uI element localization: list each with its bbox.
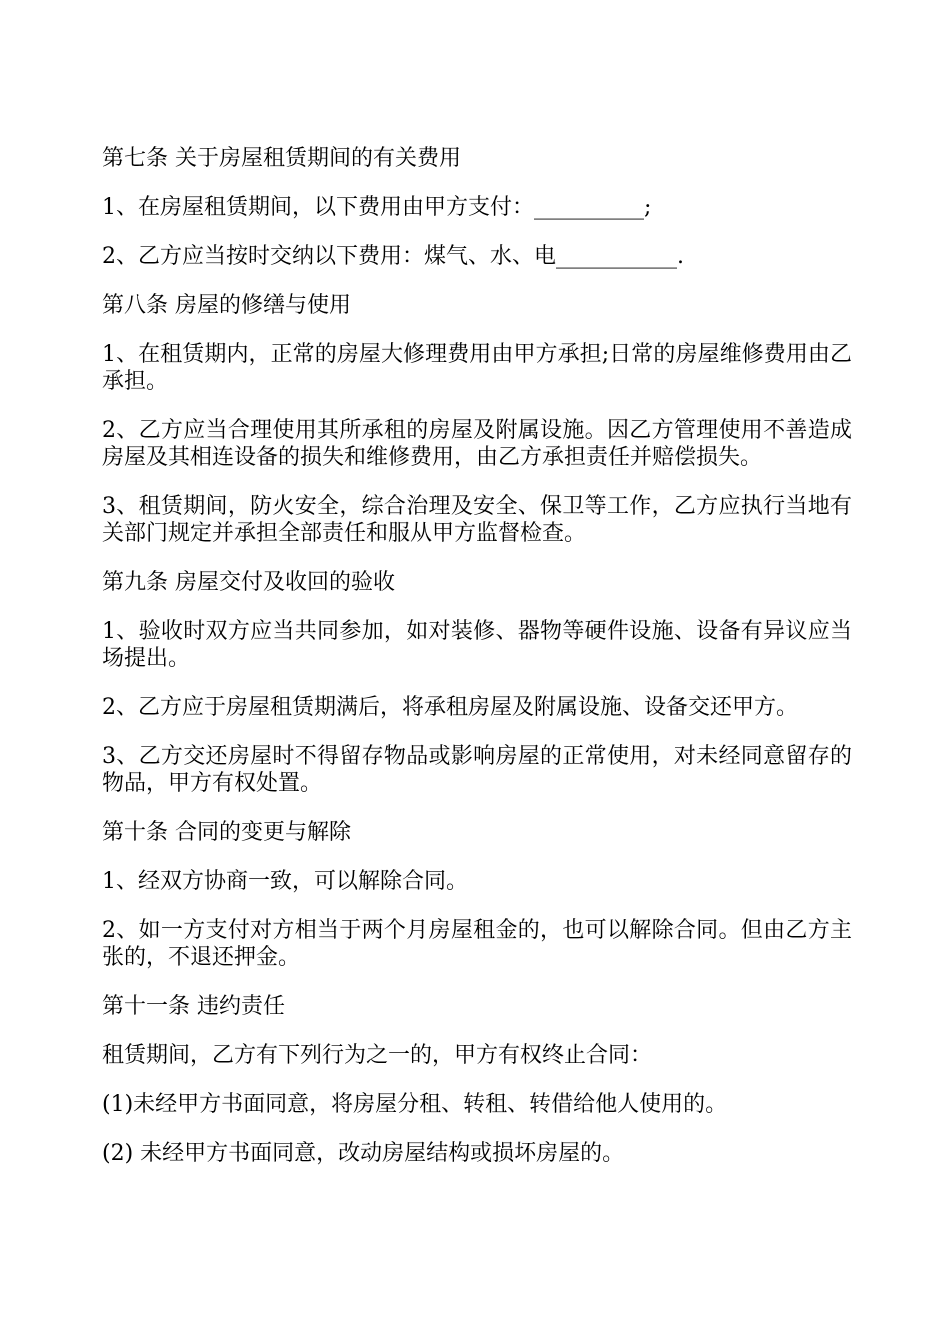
article-8-item-2: 2、乙方应当合理使用其所承租的房屋及附属设施。因乙方管理使用不善造成房屋及其相连设备的损失和维修费用，由乙方承担责任并赔偿损失。 [102, 418, 852, 470]
article-10-item-2: 2、如一方支付对方相当于两个月房屋租金的，也可以解除合同。但由乙方主张的，不退还押金。 [102, 918, 852, 970]
article-9-item-1: 1、验收时双方应当共同参加，如对装修、器物等硬件设施、设备有异议应当场提出。 [102, 619, 852, 671]
article-10-heading: 第十条 合同的变更与解除 [102, 820, 351, 845]
article-11-item-1: (1)未经甲方书面同意，将房屋分租、转租、转借给他人使用的。 [102, 1092, 728, 1117]
article-7-item-2: 2、乙方应当按时交纳以下费用：煤气、水、电___________. [102, 244, 684, 269]
article-11-item-2: (2) 未经甲方书面同意，改动房屋结构或损坏房屋的。 [102, 1141, 625, 1166]
article-8-item-3: 3、租赁期间，防火安全，综合治理及安全、保卫等工作，乙方应执行当地有关部门规定并承担全部责任和服从甲方监督检查。 [102, 494, 852, 546]
article-8-item-1: 1、在租赁期内，正常的房屋大修理费用由甲方承担;日常的房屋维修费用由乙承担。 [102, 342, 852, 394]
article-7-item-1: 1、在房屋租赁期间，以下费用由甲方支付：__________; [102, 195, 652, 220]
document-page [102, 145, 852, 1189]
article-11-intro: 租赁期间，乙方有下列行为之一的，甲方有权终止合同： [102, 1043, 653, 1068]
article-10-item-1: 1、经双方协商一致，可以解除合同。 [102, 869, 468, 894]
article-11-heading: 第十一条 违约责任 [102, 994, 285, 1019]
article-8-heading: 第八条 房屋的修缮与使用 [102, 293, 351, 318]
article-9-item-3: 3、乙方交还房屋时不得留存物品或影响房屋的正常使用，对未经同意留存的物品，甲方有权处置。 [102, 744, 852, 796]
article-9-heading: 第九条 房屋交付及收回的验收 [102, 570, 395, 595]
article-9-item-2: 2、乙方应于房屋租赁期满后，将承租房屋及附属设施、设备交还甲方。 [102, 695, 798, 720]
article-7-heading: 第七条 关于房屋租赁期间的有关费用 [102, 146, 461, 171]
